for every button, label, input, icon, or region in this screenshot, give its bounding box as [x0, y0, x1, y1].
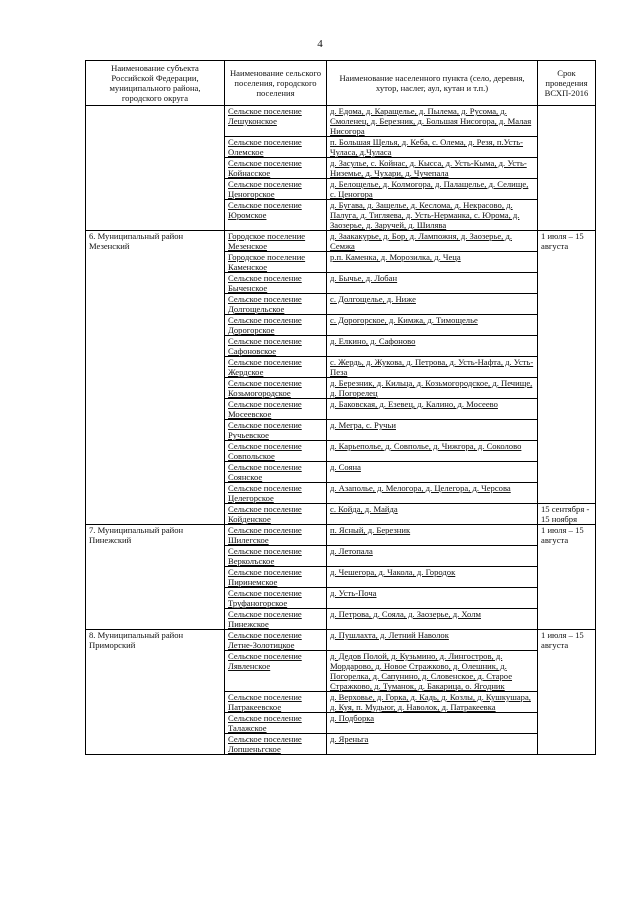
period-cell: [538, 462, 596, 483]
period-cell: [538, 734, 596, 755]
table-row: [86, 630, 596, 651]
localities-cell: д. Бычье, д. Лобан: [327, 273, 538, 294]
district-cell: 8. Муниципальный район Приморский: [86, 630, 225, 651]
table-row: [86, 567, 596, 588]
table-row: [86, 420, 596, 441]
settlement-cell: Сельское поселение Соянское: [225, 462, 327, 483]
table-row: [86, 692, 596, 713]
localities-cell: д. Дедов Полой, д. Кузьмино, д. Лингостров, д. Мордарово, д. Новое Стражково, д. Олешник, д. Погорелка, д. Сапунино, д. Словенское, д. Старое Стражково, д. Туманок, д. Бакарица, о. Ягодник: [327, 651, 538, 692]
period-cell: 1 июля – 15 августа: [538, 525, 596, 546]
table-row: [86, 713, 596, 734]
census-table: [85, 60, 596, 755]
localities-cell: д. Яреньга: [327, 734, 538, 755]
district-cell: [86, 315, 225, 336]
table-row: [86, 462, 596, 483]
table-row: [86, 525, 596, 546]
period-cell: [538, 567, 596, 588]
period-cell: [538, 273, 596, 294]
table-row: [86, 231, 596, 252]
localities-cell: д. Усть-Поча: [327, 588, 538, 609]
localities-cell: с. Койда, д. Майда: [327, 504, 538, 525]
localities-cell: п. Большая Щелья, д. Кеба, с. Олема, д. Резя, п.Усть-Чуласа, д.Чуласа: [327, 137, 538, 158]
settlement-cell: Сельское поселение Сафоновское: [225, 336, 327, 357]
settlement-cell: Сельское поселение Дорогорское: [225, 315, 327, 336]
period-cell: [538, 336, 596, 357]
table-row: [86, 179, 596, 200]
period-cell: [538, 483, 596, 504]
settlement-cell: Сельское поселение Лешуконское: [225, 106, 327, 137]
district-cell: [86, 567, 225, 588]
localities-cell: д. Белощелье, д. Колмогора, д. Палащелье, д. Селище, с. Ценогора: [327, 179, 538, 200]
period-cell: 1 июля – 15 августа: [538, 231, 596, 252]
settlement-cell: Сельское поселение Труфаногорское: [225, 588, 327, 609]
period-cell: [538, 713, 596, 734]
settlement-cell: Сельское поселение Мосеевское: [225, 399, 327, 420]
table-row: [86, 441, 596, 462]
settlement-cell: Сельское поселение Койнасское: [225, 158, 327, 179]
settlement-cell: Сельское поселение Лопшеньгское: [225, 734, 327, 755]
header-settlement: Наименование сельского поселения, городского поселения: [225, 61, 327, 106]
localities-cell: д. Карьеполье, д. Совполье, д. Чижгора, д. Соколово: [327, 441, 538, 462]
localities-cell: д. Засулье, с. Койнас, д. Кысса, д. Усть-Кыма, д. Усть-Низемье, д. Чухари, д. Чучепала: [327, 158, 538, 179]
localities-cell: д. Сояна: [327, 462, 538, 483]
table-row: [86, 294, 596, 315]
period-cell: [538, 106, 596, 137]
period-cell: [538, 588, 596, 609]
period-cell: [538, 441, 596, 462]
settlement-cell: Сельское поселение Ручьевское: [225, 420, 327, 441]
table-row: [86, 336, 596, 357]
table-row: [86, 483, 596, 504]
district-cell: [86, 609, 225, 630]
table-row: [86, 609, 596, 630]
period-cell: [538, 692, 596, 713]
table-row: [86, 158, 596, 179]
settlement-cell: Сельское поселение Козьмогородское: [225, 378, 327, 399]
period-cell: [538, 137, 596, 158]
table-row: [86, 504, 596, 525]
localities-cell: д. Бугава, д. Защелье, д. Кеслома, д. Некрасово, д. Палуга, д. Тигляева, д. Усть-Нерманка, с. Юрома, д. Заозерье, д. Заручей, д. Шилява: [327, 200, 538, 231]
localities-cell: д. Подборка: [327, 713, 538, 734]
localities-cell: д. Чешегора, д. Чакола, д. Городок: [327, 567, 538, 588]
localities-cell: д. Елкино, д. Сафоново: [327, 336, 538, 357]
settlement-cell: Сельское поселение Лявленское: [225, 651, 327, 692]
table-body: [86, 106, 596, 755]
settlement-cell: Городское поселение Каменское: [225, 252, 327, 273]
table-row: [86, 399, 596, 420]
settlement-cell: Сельское поселение Юромское: [225, 200, 327, 231]
table-row: [86, 106, 596, 137]
district-cell: [86, 273, 225, 294]
settlement-cell: Сельское поселение Талажское: [225, 713, 327, 734]
period-cell: [538, 378, 596, 399]
header-period: Срок проведения ВСХП-2016: [538, 61, 596, 106]
table-header-row: [86, 61, 596, 106]
period-cell: [538, 179, 596, 200]
settlement-cell: Сельское поселение Олемское: [225, 137, 327, 158]
settlement-cell: Сельское поселение Шилегское: [225, 525, 327, 546]
table-row: [86, 273, 596, 294]
district-cell: [86, 106, 225, 137]
district-cell: 6. Муниципальный район Мезенский: [86, 231, 225, 252]
table-row: [86, 315, 596, 336]
district-cell: [86, 420, 225, 441]
localities-cell: д. Азаполье, д. Мелогора, д. Целегора, д. Черсова: [327, 483, 538, 504]
district-cell: [86, 504, 225, 525]
period-cell: [538, 315, 596, 336]
localities-cell: д. Летопала: [327, 546, 538, 567]
table-row: [86, 588, 596, 609]
table-row: [86, 137, 596, 158]
district-cell: [86, 588, 225, 609]
settlement-cell: Сельское поселение Летне-Золотицкое: [225, 630, 327, 651]
period-cell: [538, 420, 596, 441]
settlement-cell: Сельское поселение Жердское: [225, 357, 327, 378]
localities-cell: с. Долгощелье, д. Ниже: [327, 294, 538, 315]
header-region: Наименование субъекта Российской Федерации, муниципального района, городского округа: [86, 61, 225, 106]
period-cell: [538, 294, 596, 315]
header-localities: Наименование населенного пункта (село, деревня, хутор, наслег, аул, кутан и т.п.): [327, 61, 538, 106]
localities-cell: д. Петрова, д. Сояла, д. Заозерье, д. Холм: [327, 609, 538, 630]
district-cell: [86, 252, 225, 273]
page-number: 4: [317, 38, 323, 50]
localities-cell: д. Верховье, д. Горка, д. Кадь, д. Козлы, д. Кушкушара, д. Куя, п. Мудьюг, д. Наволок, д. Патракеевка: [327, 692, 538, 713]
localities-cell: с. Дорогорское, д. Кимжа, д. Тимощелье: [327, 315, 538, 336]
district-cell: [86, 336, 225, 357]
district-cell: [86, 200, 225, 231]
table-row: [86, 546, 596, 567]
localities-cell: д. Баковская, д. Езевец, д. Калино, д. Мосеево: [327, 399, 538, 420]
table-row: [86, 200, 596, 231]
settlement-cell: Сельское поселение Долгощельское: [225, 294, 327, 315]
period-cell: [538, 357, 596, 378]
period-cell: [538, 546, 596, 567]
period-cell: [538, 200, 596, 231]
district-cell: [86, 462, 225, 483]
settlement-cell: Сельское поселение Быченское: [225, 273, 327, 294]
table-row: [86, 651, 596, 692]
district-cell: [86, 713, 225, 734]
district-cell: [86, 734, 225, 755]
settlement-cell: Городское поселение Мезенское: [225, 231, 327, 252]
settlement-cell: Сельское поселение Койденское: [225, 504, 327, 525]
period-cell: [538, 158, 596, 179]
district-cell: [86, 179, 225, 200]
localities-cell: с. Жердь, д. Жукова, д. Петрова, д. Усть-Нафта, д. Усть-Пеза: [327, 357, 538, 378]
district-cell: [86, 483, 225, 504]
period-cell: 15 сентября - 15 ноября: [538, 504, 596, 525]
district-cell: [86, 158, 225, 179]
settlement-cell: Сельское поселение Пинежское: [225, 609, 327, 630]
localities-cell: р.п. Каменка, д. Морозилка, д. Чеца: [327, 252, 538, 273]
settlement-cell: Сельское поселение Патракеевское: [225, 692, 327, 713]
table-row: [86, 734, 596, 755]
period-cell: [538, 399, 596, 420]
localities-cell: д. Пушлахта, д. Летний Наволок: [327, 630, 538, 651]
period-cell: [538, 651, 596, 692]
district-cell: [86, 692, 225, 713]
district-cell: [86, 137, 225, 158]
settlement-cell: Сельское поселение Совпольское: [225, 441, 327, 462]
localities-cell: д. Заакакурье, д. Бор, д. Лампожня, д. Заозерье, д. Семжа: [327, 231, 538, 252]
settlement-cell: Сельское поселение Пиринемское: [225, 567, 327, 588]
localities-cell: д. Березник, д. Кильца, д. Козьмогородское, д. Печище, д. Погорелец: [327, 378, 538, 399]
localities-cell: п. Ясный, д. Березник: [327, 525, 538, 546]
district-cell: [86, 546, 225, 567]
settlement-cell: Сельское поселение Целегорское: [225, 483, 327, 504]
localities-cell: д. Едома, д. Каращелье, д. Пылема, д. Русома, д. Смоленец, д. Березник, д. Большая Нисогора, д. Малая Нисогора: [327, 106, 538, 137]
period-cell: [538, 609, 596, 630]
district-cell: [86, 651, 225, 692]
district-cell: [86, 441, 225, 462]
table-row: [86, 378, 596, 399]
settlement-cell: Сельское поселение Ценогорское: [225, 179, 327, 200]
district-cell: [86, 357, 225, 378]
district-cell: [86, 378, 225, 399]
table-row: [86, 252, 596, 273]
district-cell: [86, 399, 225, 420]
table-row: [86, 357, 596, 378]
localities-cell: д. Мегра, с. Ручьи: [327, 420, 538, 441]
period-cell: 1 июля – 15 августа: [538, 630, 596, 651]
period-cell: [538, 252, 596, 273]
district-cell: 7. Муниципальный район Пинежский: [86, 525, 225, 546]
settlement-cell: Сельское поселение Верколъское: [225, 546, 327, 567]
district-cell: [86, 294, 225, 315]
